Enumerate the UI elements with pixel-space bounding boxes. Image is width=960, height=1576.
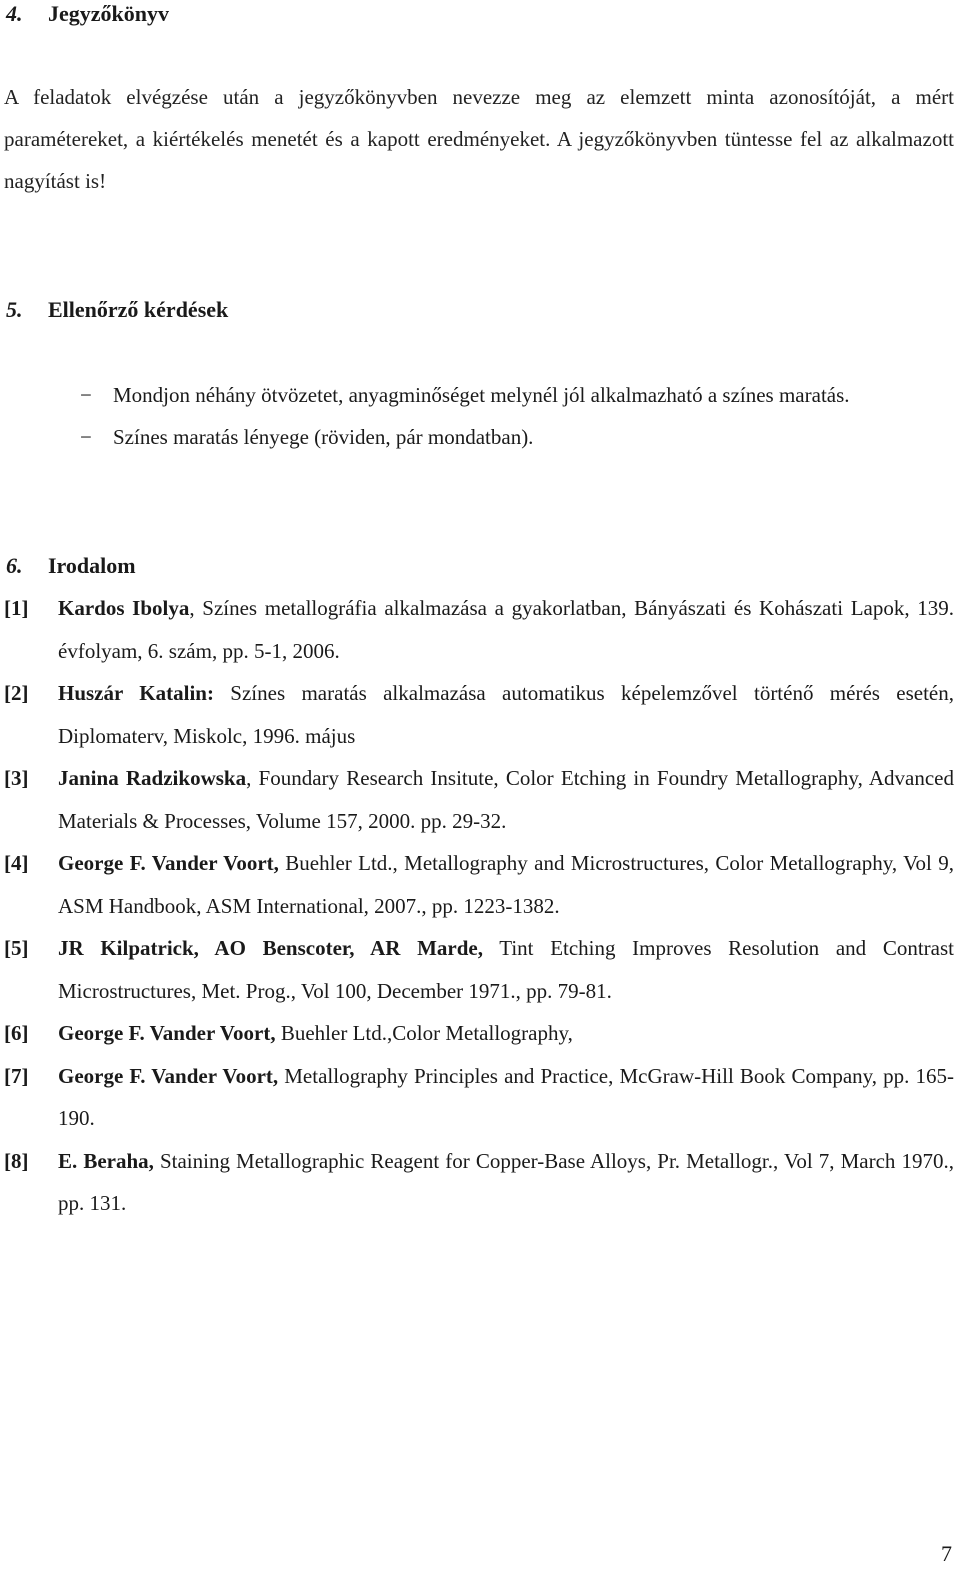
reference-text: Staining Metallographic Reagent for Copper-Base Alloys, Pr. Metallogr., Vol 7, March 1970., pp. 131. [58, 1148, 954, 1215]
references-list [4, 587, 954, 1225]
section-4-heading [6, 0, 169, 28]
reference-number: [5] [4, 936, 29, 960]
reference-author: Kardos Ibolya [58, 596, 190, 620]
reference-item [4, 842, 954, 927]
section-6-number: 6. [6, 553, 23, 578]
reference-text: , Foundary Research Insitute, Color Etching in Foundry Metallography, Advanced Materials & Processes, Volume 157, 2000. pp. 29-32. [58, 766, 954, 833]
reference-text: Tint Etching Improves Resolution and Contrast Microstructures, Met. Prog., Vol 100, December 1971., pp. 79-81. [58, 936, 954, 1003]
reference-item [4, 1140, 954, 1225]
reference-author: Janina Radzikowska [58, 766, 247, 790]
question-item [80, 374, 954, 416]
reference-author: Huszár Katalin: [58, 681, 214, 705]
reference-text: Buehler Ltd.,Color Metallography, [275, 1021, 573, 1045]
page-number: 7 [941, 1541, 952, 1566]
section-5-heading [6, 296, 228, 324]
reference-item [4, 757, 954, 842]
section-5-number: 5. [6, 297, 23, 322]
reference-item [4, 1055, 954, 1140]
reference-number: [3] [4, 766, 29, 790]
reference-item [4, 1012, 954, 1055]
question-item [80, 416, 954, 458]
section-4-paragraph: A feladatok elvégzése után a jegyzőkönyvben nevezze meg az elemzett minta azonosítóját, a mért paramétereket, a kiértékelés menetét és a kapott eredményeket. A jegyzőkönyvben tüntesse fel az alkalmazott nagyítást is! [4, 85, 954, 193]
reference-author: George F. Vander Voort, [58, 851, 279, 875]
reference-text: , Színes metallográfia alkalmazása a gyakorlatban, Bányászati és Kohászati Lapok, 139. évfolyam, 6. szám, pp. 5-1, 2006. [58, 596, 954, 663]
reference-number: [6] [4, 1021, 29, 1045]
reference-item [4, 587, 954, 672]
reference-text: Buehler Ltd., Metallography and Microstructures, Color Metallography, Vol 9, ASM Handbook, ASM International, 2007., pp. 1223-1382. [58, 851, 954, 918]
reference-item [4, 927, 954, 1012]
section-4-title: Jegyzőkönyv [48, 1, 169, 26]
reference-number: [4] [4, 851, 29, 875]
bullet-dash: − [80, 383, 92, 407]
section-6-title: Irodalom [48, 553, 136, 578]
question-text: Mondjon néhány ötvözetet, anyagminőséget melynél jól alkalmazható a színes maratás. [113, 383, 850, 407]
reference-text: Színes maratás alkalmazása automatikus képelemzővel történő mérés esetén, Diplomaterv, Miskolc, 1996. május [58, 681, 955, 748]
reference-author: George F. Vander Voort, [58, 1063, 279, 1088]
section-5-title: Ellenőrző kérdések [48, 297, 229, 322]
reference-author: E. Beraha, [58, 1148, 154, 1173]
reference-number: [8] [4, 1148, 29, 1173]
bullet-dash: − [80, 425, 92, 449]
reference-author: George F. Vander Voort, [58, 1021, 276, 1045]
section-4-number: 4. [6, 1, 23, 26]
reference-number: [1] [4, 596, 29, 620]
reference-item [4, 672, 954, 757]
reference-number: [7] [4, 1063, 29, 1088]
reference-text: Metallography Principles and Practice, McGraw-Hill Book Company, pp. 165-190. [58, 1063, 954, 1130]
question-text: Színes maratás lényege (röviden, pár mondatban). [113, 425, 534, 449]
reference-number: [2] [4, 681, 29, 705]
questions-list [80, 374, 954, 458]
section-6-heading [6, 552, 136, 580]
reference-author: JR Kilpatrick, AO Benscoter, AR Marde, [58, 936, 483, 960]
